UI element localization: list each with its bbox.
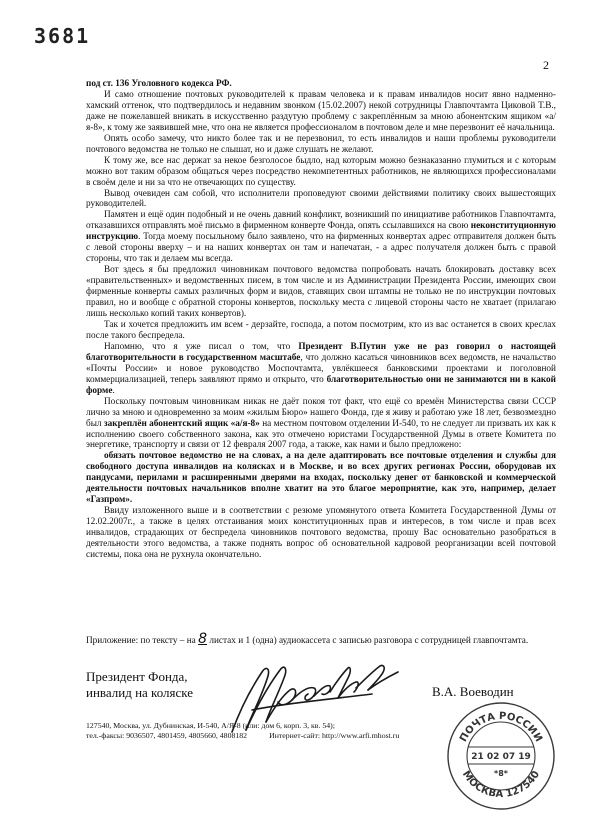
paragraph-10-part-a: Поскольку почтовым чиновникам никак не даёт покоя тот факт, что ещё со времён Министерства связи СССР лично за мною и одновременно за моим «жилым Бюро» нашего Фонда, где я живу и работаю уже 18 лет, безвозмездно был [86,396,556,429]
paragraph-9 [86,342,556,397]
paragraph-7: Вот здесь я бы предложил чиновникам почтового ведомства попробовать начать блокировать доставку всех «правительственных» и ведомственных писем, в том числе и из Администрации Президента России, имеющих свои фирменные конверты самых различных форм и видов, ставящих свои штампы не только не по инструкции почтовых правил, но и вообще с обратной стороны конвертов, поскольку места с лицевой стороны часто не хватает (прилагаю лишь несколько копий таких конвертов). [86,265,556,320]
stamp-mark: *8* [494,769,508,778]
paragraph-9-emphasis-2: благотворительностью они не занимаются ни в какой форме [86,374,557,396]
page-number: 2 [543,58,549,72]
signer-title-line-2: инвалид на коляске [86,685,194,700]
paragraph-11: обязать почтовое ведомство не на словах, а на деле адаптировать все почтовые отделения и службы для свободного доступа инвалидов на колясках и в Москве, и во всех других регионах России, оборудовав их пандусами, перилами и расширенными дверями на входах, поскольку денег от банковской и коммерческой деятельности почтовых начальников вполне хватит на это благое мероприятие, как это, например, делает «Газпром». [86,451,556,506]
paragraph-9-part-e: . [112,385,115,396]
paragraph-10-emphasis: закреплён абонентский ящик «а/я-8» [103,418,260,429]
paragraph-10-part-c: на местном почтовом отделении И-540, то не следует ли призвать их как к исполнению своего собственного закона, как это отмечено юристами Государственной Думы в ответе Комитета по энергетике, транспорту и связи от 12 февраля 2007 года, а также, как нами и было предложено: [86,418,556,451]
paragraph-3: Опять особо замечу, что никто более так и не перезвонил, то есть инвалидов и наши проблемы руководители почтового ведомства не только не слышат, но и даже слушать не желают. [86,133,556,155]
letter-body [86,79,556,561]
paragraph-10 [86,397,556,452]
paragraph-9-part-c: , что должно касаться чиновников всех ведомств, не начальство «Почты России» и новое руководство Моспочтамта, увлёкшееся банковскими проектами и поголовной коммерциализацией, теперь заявляют прямо и открыто, что [86,352,556,385]
footer-address: 127540, Москва, ул. Дубнинская, И-540, А/Я-8 (или: дом 6, корп. 3, кв. 54); [86,721,335,730]
stamp-bottom-text: МОСКВА 127540 [459,769,543,801]
paragraph-6-part-a: Памятен и ещё один подобный и не очень давний конфликт, возникший по инициативе работников Главпочтамта, отказавшихся отправлять моё письмо в фирменном конверте Фонда, опять ссылавшихся на свою [86,210,556,232]
signer-title [86,669,193,701]
stamp-top-text: ПОЧТА РОССИИ [458,710,544,744]
postal-stamp [445,700,557,812]
stamp-date: 21 02 07 19 [471,752,531,762]
paragraph-6-emphasis: неконституционную инструкцию [86,221,556,243]
attachment-sheet-count: 8 [198,631,208,647]
footer-website: Интернет-сайт: http://www.arfi.mhost.ru [269,731,400,740]
paragraph-5: Вывод очевиден сам собой, что исполнители проповедуют своими действиями политику своих вышестоящих руководителей. [86,188,556,210]
attachment-note [86,631,556,647]
paragraph-6-part-c: . Тогда моему посыльному было заявлено, что на фирменных конвертах адрес отправителя должен быть с левой стороны вверху – и на наших конвертах он там и напечатан, - а адрес получателя должен быть с правой стороны, что так и делаем мы всегда. [86,232,556,265]
signer-title-line-1: Президент Фонда, [86,669,188,684]
attachment-lead: Приложение: по тексту – на [86,636,196,646]
paragraph-1 [86,79,556,90]
paragraph-4: К тому же, все нас держат за некое безголосое быдло, над которым можно безнаказанно глумиться и с которым можно вот таким образом общаться через посредство некомпетентных работников, не являющихся профессионалами в своём деле и ни за что не отвечающих по существу. [86,155,556,188]
paragraph-12: Ввиду изложенного выше и в соответствии с резюме упомянутого ответа Комитета Государственной Думы от 12.02.2007г., а также в целях отстаивания моих конституционных прав и интересов, в том числе и прав всех инвалидов, страдающих от беспредела чиновников почтового ведомства, прошу Вас основательно разобраться в деятельности этого ведомства, а также поднять вопрос об основательной кадровой реорганизации всей почтовой системы, пока она не рухнула окончательно. [86,506,556,560]
paragraph-9-emphasis-1: Президент В.Путин уже не раз говорил о настоящей благотворительности в государственном масштабе [86,341,556,363]
footer-line-2 [86,731,399,741]
attachment-rest: листах и 1 (одна) аудиокассета с записью разговора с сотрудницей главпочтамта. [209,636,529,646]
paragraph-8: Так и хочется предложить им всем - дерзайте, господа, а потом посмотрим, кто из вас останется в своих креслах после такого беспредела. [86,319,556,341]
paragraph-2: И само отношение почтовых руководителей к правам человека и к правам инвалидов носит явно надменно-хамский оттенок, что подтвердилось и недавним звонком (15.02.2007) некой сотрудницы Главпочтамта Циковой Т.В., даже не пожелавшей вникать в искусственно раздутую проблему с закреплённым за мною абонентским ящиком «а/я-8», к тому же заявившей мне, что она не является профессионалом в почтовом деле и мне перезвонит её начальница. [86,89,556,133]
footer-phones: тел.-факсы: 9036507, 4801459, 4805660, 4808182 [86,731,248,740]
svg-text:ПОЧТА РОССИИ [458,711,544,744]
paragraph-1-text: под ст. 136 Уголовного кодекса РФ. [86,79,232,89]
paragraph-6 [86,210,556,265]
document-number: 3681 [34,24,91,48]
footer-contacts [86,721,399,741]
paragraph-9-part-a: Напомню, что я уже писал о том, что [104,341,291,352]
signer-name: В.А. Воеводин [432,684,514,699]
